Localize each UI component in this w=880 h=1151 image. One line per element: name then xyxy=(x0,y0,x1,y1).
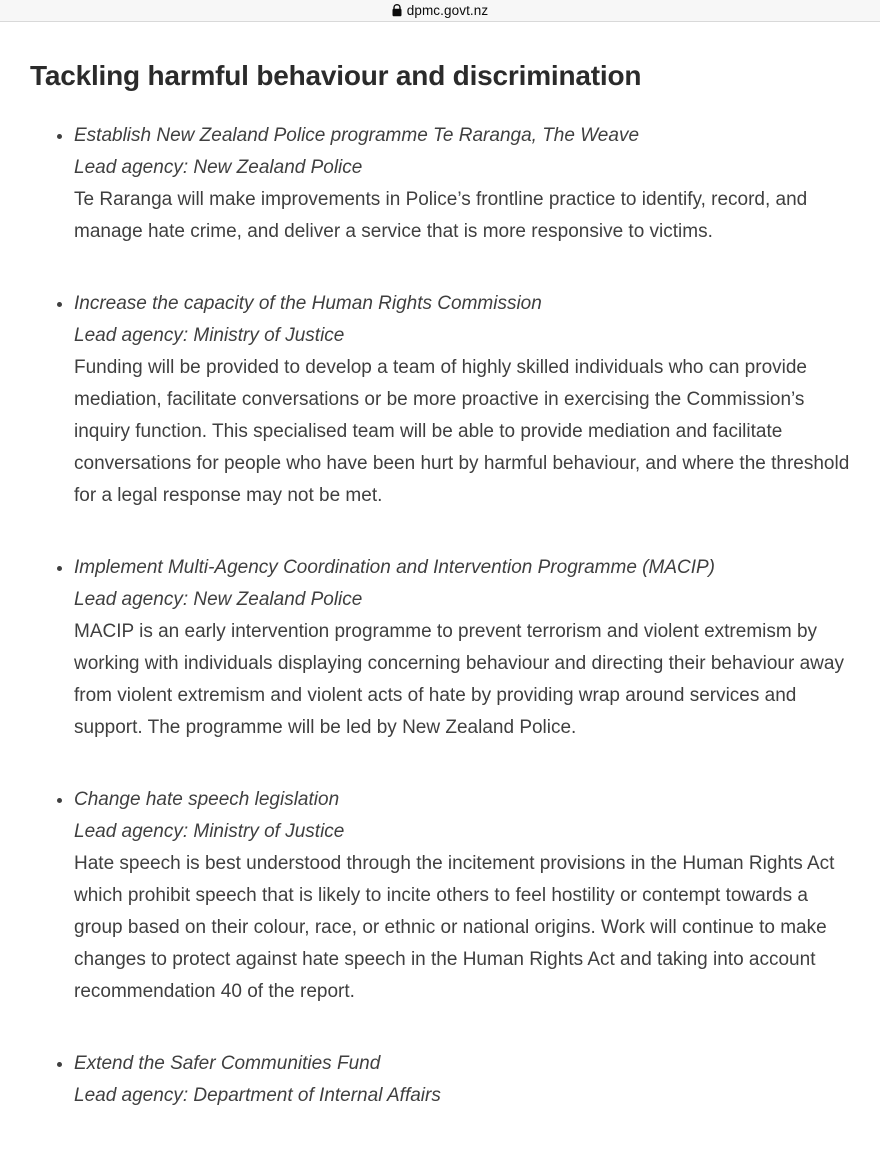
item-title: • Change hate speech legislation xyxy=(74,789,340,810)
url-text: dpmc.govt.nz xyxy=(406,3,489,18)
browser-url-bar[interactable] xyxy=(0,0,880,22)
page-title: Tackling harmful behaviour and discrimination xyxy=(30,60,642,91)
item-body: Hate speech is best understood through the incitement provisions in the Human Rights Act which prohibit speech that is likely to incite others to feel hostility or contempt towards a group based on their colour, race, or ethnic or national origins. Work will continue to make changes to protect against hate speech in the Human Rights Act and taking into account recommendation 40 of the report. xyxy=(74,853,835,1002)
item-title: • Implement Multi-Agency Coordination and Intervention Programme (MACIP) xyxy=(74,557,715,578)
page-content xyxy=(0,59,880,1112)
list-item xyxy=(74,288,850,512)
item-title: • Establish New Zealand Police programme Te Raranga, The Weave xyxy=(74,125,640,146)
list-item xyxy=(74,1048,850,1112)
item-body: Funding will be provided to develop a team of highly skilled individuals who can provide mediation, facilitate conversations or be more proactive in exercising the Commission’s inquiry function. This specialised team will be able to provide mediation and facilitate conversations for people who have been hurt by harmful behaviour, and where the threshold for a legal response may not be met. xyxy=(74,357,850,506)
item-lead-agency: Lead agency: Ministry of Justice xyxy=(74,325,345,346)
item-lead-agency: Lead agency: Department of Internal Affairs xyxy=(74,1085,441,1106)
list-item xyxy=(74,120,850,248)
item-lead-agency: Lead agency: New Zealand Police xyxy=(74,589,363,610)
list-item xyxy=(74,552,850,744)
item-body: MACIP is an early intervention programme to prevent terrorism and violent extremism by working with individuals displaying concerning behaviour and directing their behaviour away from violent extremism and violent acts of hate by providing wrap around services and support. The programme will be led by New Zealand Police. xyxy=(74,621,844,738)
action-list xyxy=(30,120,850,1112)
list-item xyxy=(74,784,850,1008)
item-body: Te Raranga will make improvements in Police’s frontline practice to identify, record, and manage hate crime, and deliver a service that is more responsive to victims. xyxy=(74,189,808,242)
item-lead-agency: Lead agency: Ministry of Justice xyxy=(74,821,345,842)
item-lead-agency: Lead agency: New Zealand Police xyxy=(74,157,363,178)
item-title: • Extend the Safer Communities Fund xyxy=(74,1053,381,1074)
item-title: • Increase the capacity of the Human Rights Commission xyxy=(74,293,542,314)
lock-icon xyxy=(392,4,402,17)
